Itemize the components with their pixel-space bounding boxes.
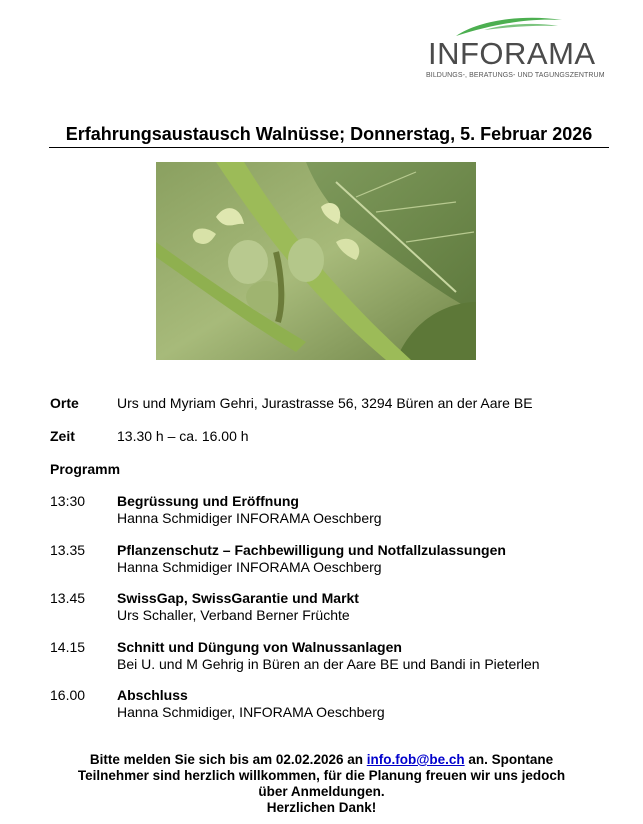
programm-label: Programm <box>50 461 121 477</box>
walnut-flower-image-icon <box>156 162 476 360</box>
zeit-value: 13.30 h – ca. 16.00 h <box>117 428 249 444</box>
zeit-label: Zeit <box>50 428 75 444</box>
programm-time: 13.35 <box>50 542 86 558</box>
programm-speaker: Urs Schaller, Verband Berner Früchte <box>117 607 350 623</box>
programm-title: Begrüssung und Eröffnung <box>117 493 299 509</box>
programm-title: Abschluss <box>117 687 188 703</box>
thanks-line: Herzlichen Dank! <box>266 800 377 815</box>
registration-line-1: Bitte melden Sie sich bis am 02.02.2026 an info.fob@be.ch an. Spontane <box>89 752 554 767</box>
logo-tagline: BILDUNGS-, BERATUNGS- UND TAGUNGSZENTRUM <box>426 72 605 79</box>
email-link[interactable]: info.fob@be.ch <box>366 752 465 767</box>
programm-title: Schnitt und Düngung von Walnussanlagen <box>117 639 402 655</box>
orte-label: Orte <box>50 395 79 411</box>
programm-speaker: Hanna Schmidiger, INFORAMA Oeschberg <box>117 704 385 720</box>
programm-title: Pflanzenschutz – Fachbewilligung und Notfallzulassungen <box>117 542 506 558</box>
registration-line-2: Teilnehmer sind herzlich willkommen, für die Planung freuen wir uns jedoch <box>77 768 566 783</box>
registration-line-3: über Anmeldungen. <box>258 784 385 799</box>
programm-speaker: Hanna Schmidiger INFORAMA Oeschberg <box>117 559 382 575</box>
programm-speaker: Hanna Schmidiger INFORAMA Oeschberg <box>117 510 382 526</box>
orte-value: Urs und Myriam Gehri, Jurastrasse 56, 3294 Büren an der Aare BE <box>117 395 533 411</box>
registration-note <box>40 752 603 816</box>
programm-time: 14.15 <box>50 639 86 655</box>
page-title: Erfahrungsaustausch Walnüsse; Donnerstag, 5. Februar 2026 <box>49 124 609 148</box>
programm-time: 13:30 <box>50 493 86 509</box>
programm-time: 16.00 <box>50 687 86 703</box>
inforama-logo <box>424 14 605 82</box>
logo-name: INFORAMA <box>428 36 596 71</box>
programm-speaker: Bei U. und M Gehrig in Büren an der Aare BE und Bandi in Pieterlen <box>117 656 540 672</box>
programm-time: 13.45 <box>50 590 86 606</box>
programm-title: SwissGap, SwissGarantie und Markt <box>117 590 359 606</box>
walnut-flower-photo <box>156 162 476 360</box>
